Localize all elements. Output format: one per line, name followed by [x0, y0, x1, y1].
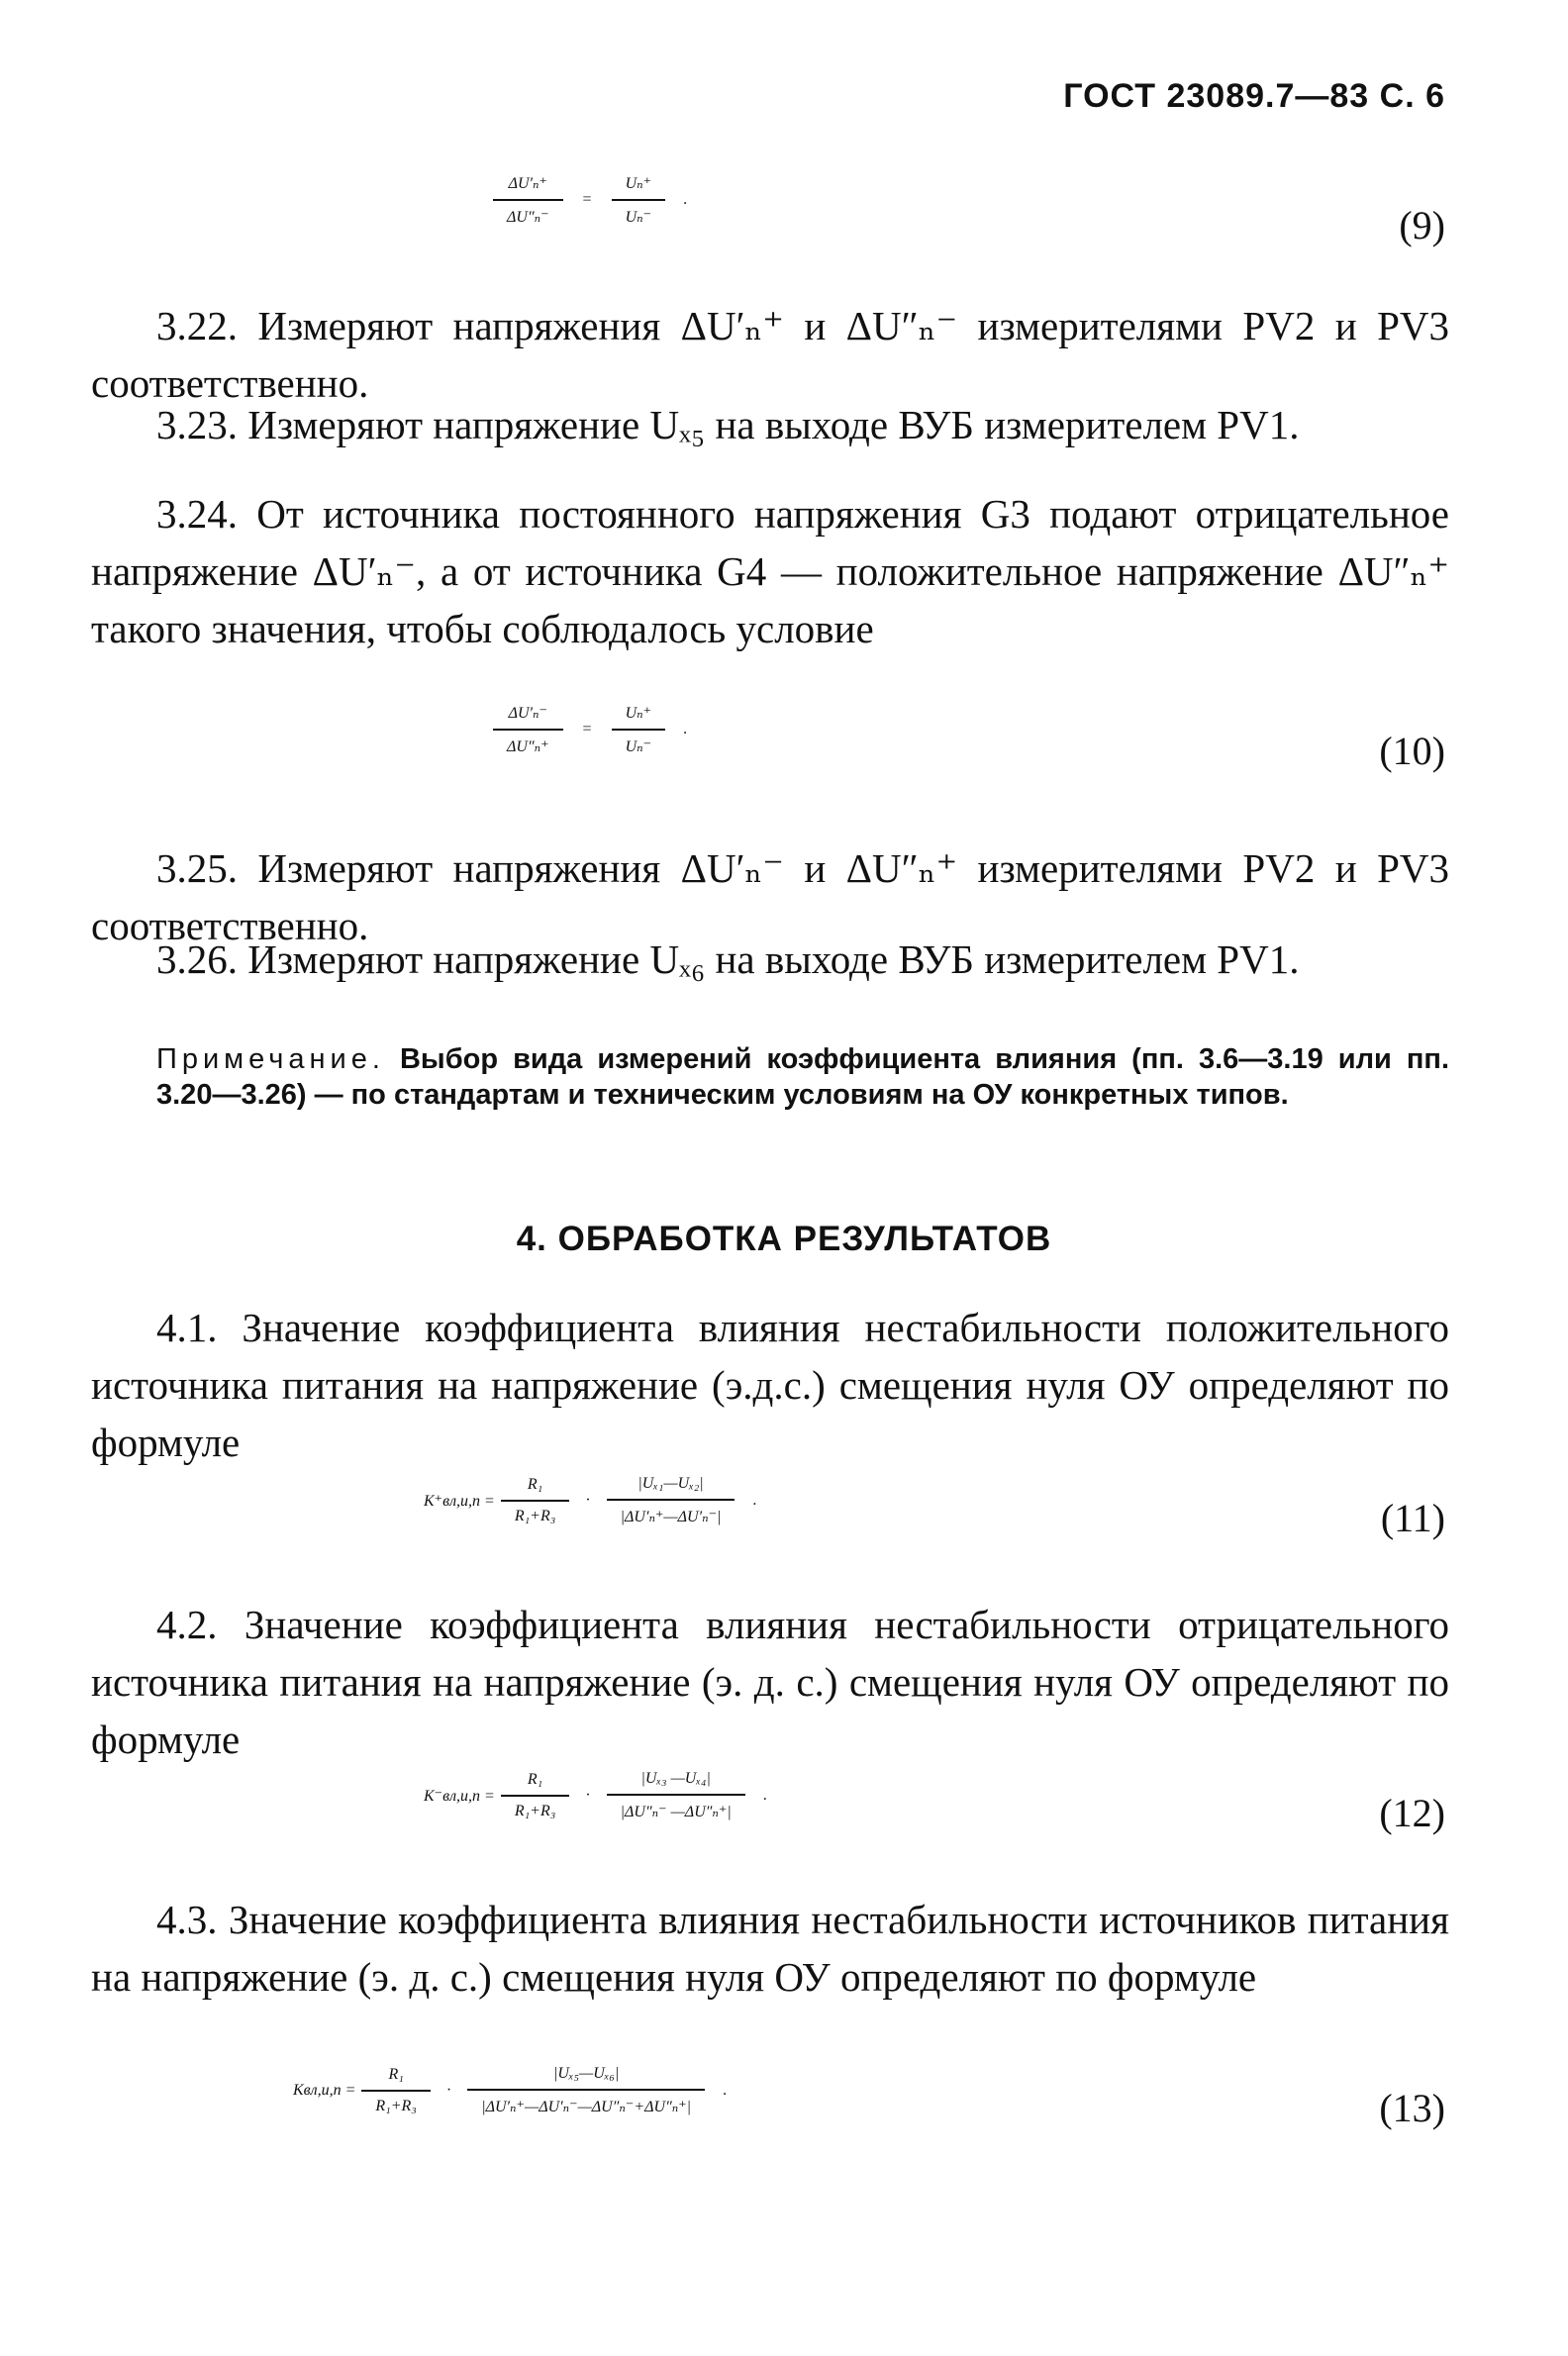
eq11-lhs: K⁺вл,и,п =	[424, 1493, 495, 1510]
page-header: ГОСТ 23089.7—83 С. 6	[1063, 77, 1445, 115]
eq9-rhs-numerator: Uₙ⁺	[612, 173, 665, 201]
equation-13-number: (13)	[1379, 2086, 1445, 2130]
eq12-lhs: K⁻вл,и,п =	[424, 1788, 495, 1805]
eq12-f2-numerator: |Uₓ₃ —Uₓ₄|	[607, 1770, 745, 1796]
eq11-f1-denominator: R₁+R₃	[514, 1508, 556, 1524]
eq10-rhs-fraction	[612, 703, 665, 756]
eq13-f2-numerator: |Uₓ₅—Uₓ₆|	[467, 2065, 705, 2091]
eq12-f1-numerator: R₁	[501, 1771, 569, 1797]
eq13-f1-numerator: R₁	[361, 2066, 430, 2092]
eq10-rhs-numerator: Uₙ⁺	[612, 703, 665, 731]
eq11-fraction-2	[607, 1475, 735, 1526]
equation-9-number: (9)	[1399, 203, 1445, 247]
note	[156, 1041, 1449, 1113]
eq10-lhs-fraction	[493, 703, 563, 756]
eq11-fraction-1	[501, 1476, 569, 1525]
eq9-lhs-numerator: ΔU′ₙ⁺	[493, 173, 563, 201]
paragraph-4-1: 4.1. Значение коэффициента влияния нестабильности положительного источника питания на напряжение (э.д.с.) смещения нуля ОУ определяют по формуле	[91, 1305, 1449, 1465]
eq13-f1-denominator: R₁+R₃	[375, 2098, 417, 2114]
paragraph-3-26: 3.26. Измеряют напряжение Uₓ₆ на выходе ВУБ измерителем PV1.	[156, 936, 1300, 982]
eq10-rhs-denominator: Uₙ⁻	[625, 738, 652, 755]
equation-11: K⁺вл,и,п = $\frac{\text{R₁}}{\text{R₁+R₃}}$ · $\frac{\text{|Uₓ₁—Uₓ₂|}}{\text{|ΔU′ₙ⁺—ΔU′ₙ⁻|}}$ .	[424, 1475, 757, 1525]
eq11-f1-numerator: R₁	[501, 1476, 569, 1502]
eq10-lhs-numerator: ΔU′ₙ⁻	[493, 703, 563, 731]
eq9-rhs-denominator: Uₙ⁻	[625, 209, 652, 226]
note-text: Выбор вида измерений коэффициента влияния (пп. 3.6—3.19 или пп. 3.20—3.26) — по стандартам и техническим условиям на ОУ конкретных типов.	[156, 1043, 1449, 1111]
paragraph-3-22: 3.22. Измеряют напряжения ΔU′ₙ⁺ и ΔU″ₙ⁻ измерителями PV2 и PV3 соответственно.	[91, 303, 1449, 406]
equation-12: K⁻вл,и,п = $\frac{\text{R₁}}{\text{R₁+R₃}}$ · $\frac{\text{|Uₓ₃ —Uₓ₄|}}{\text{|ΔU″ₙ⁻ —ΔU″ₙ⁺|}}$ .	[424, 1770, 767, 1820]
section-title: 4. ОБРАБОТКА РЕЗУЛЬТАТОВ	[516, 1220, 1052, 1258]
eq11-f2-numerator: |Uₓ₁—Uₓ₂|	[607, 1475, 735, 1501]
eq12-fraction-1	[501, 1771, 569, 1820]
equation-12-number: (12)	[1379, 1791, 1445, 1835]
paragraph-3-23: 3.23. Измеряют напряжение Uₓ₅ на выходе ВУБ измерителем PV1.	[156, 402, 1300, 447]
eq11-f2-denominator: |ΔU′ₙ⁺—ΔU′ₙ⁻|	[620, 1509, 722, 1525]
equation-13: Kвл,и,п = $\frac{\text{R₁}}{\text{R₁+R₃}}$ · $\frac{\text{|Uₓ₅—Uₓ₆|}}{\text{|ΔU′ₙ⁺—ΔU′ₙ⁻—ΔU″ₙ⁻+ΔU″ₙ⁺|}}$ .	[293, 2065, 728, 2115]
equation-10-number: (10)	[1379, 729, 1445, 773]
equation-9: $\frac{\text{ΔU′ₙ⁺}}{\text{ΔU″ₙ⁻}}$ = $\frac{\text{Uₙ⁺}}{\text{Uₙ⁻}}$ .	[487, 173, 687, 227]
eq13-fraction-1	[361, 2066, 430, 2115]
eq9-lhs-denominator: ΔU″ₙ⁻	[507, 209, 549, 226]
paragraph-4-2: 4.2. Значение коэффициента влияния нестабильности отрицательного источника питания на напряжение (э. д. с.) смещения нуля ОУ определяют по формуле	[91, 1602, 1449, 1762]
eq13-lhs: Kвл,и,п =	[293, 2082, 356, 2099]
eq10-lhs-denominator: ΔU″ₙ⁺	[507, 738, 549, 755]
paragraph-4-3: 4.3. Значение коэффициента влияния нестабильности источников питания на напряжение (э. д. с.) смещения нуля ОУ определяют по формуле	[91, 1897, 1449, 2000]
eq9-rhs-fraction	[612, 173, 665, 227]
eq9-lhs-fraction	[493, 173, 563, 227]
eq12-fraction-2	[607, 1770, 745, 1821]
equation-10: $\frac{\text{ΔU′ₙ⁻}}{\text{ΔU″ₙ⁺}}$ = $\frac{\text{Uₙ⁺}}{\text{Uₙ⁻}}$ .	[487, 703, 687, 756]
note-label: Примечание.	[156, 1043, 385, 1075]
eq13-fraction-2	[467, 2065, 705, 2116]
paragraph-3-25: 3.25. Измеряют напряжения ΔU′ₙ⁻ и ΔU″ₙ⁺ измерителями PV2 и PV3 соответственно.	[91, 845, 1449, 948]
paragraph-3-24: 3.24. От источника постоянного напряжения G3 подают отрицательное напряжение ΔU′ₙ⁻, а от источника G4 — положительное напряжение ΔU″ₙ⁺ такого значения, чтобы соблюдалось условие	[91, 491, 1449, 651]
equation-11-number: (11)	[1380, 1496, 1445, 1540]
eq13-f2-denominator: |ΔU′ₙ⁺—ΔU′ₙ⁻—ΔU″ₙ⁻+ΔU″ₙ⁺|	[481, 2099, 692, 2115]
eq12-f1-denominator: R₁+R₃	[514, 1803, 556, 1819]
eq12-f2-denominator: |ΔU″ₙ⁻ —ΔU″ₙ⁺|	[620, 1804, 732, 1820]
